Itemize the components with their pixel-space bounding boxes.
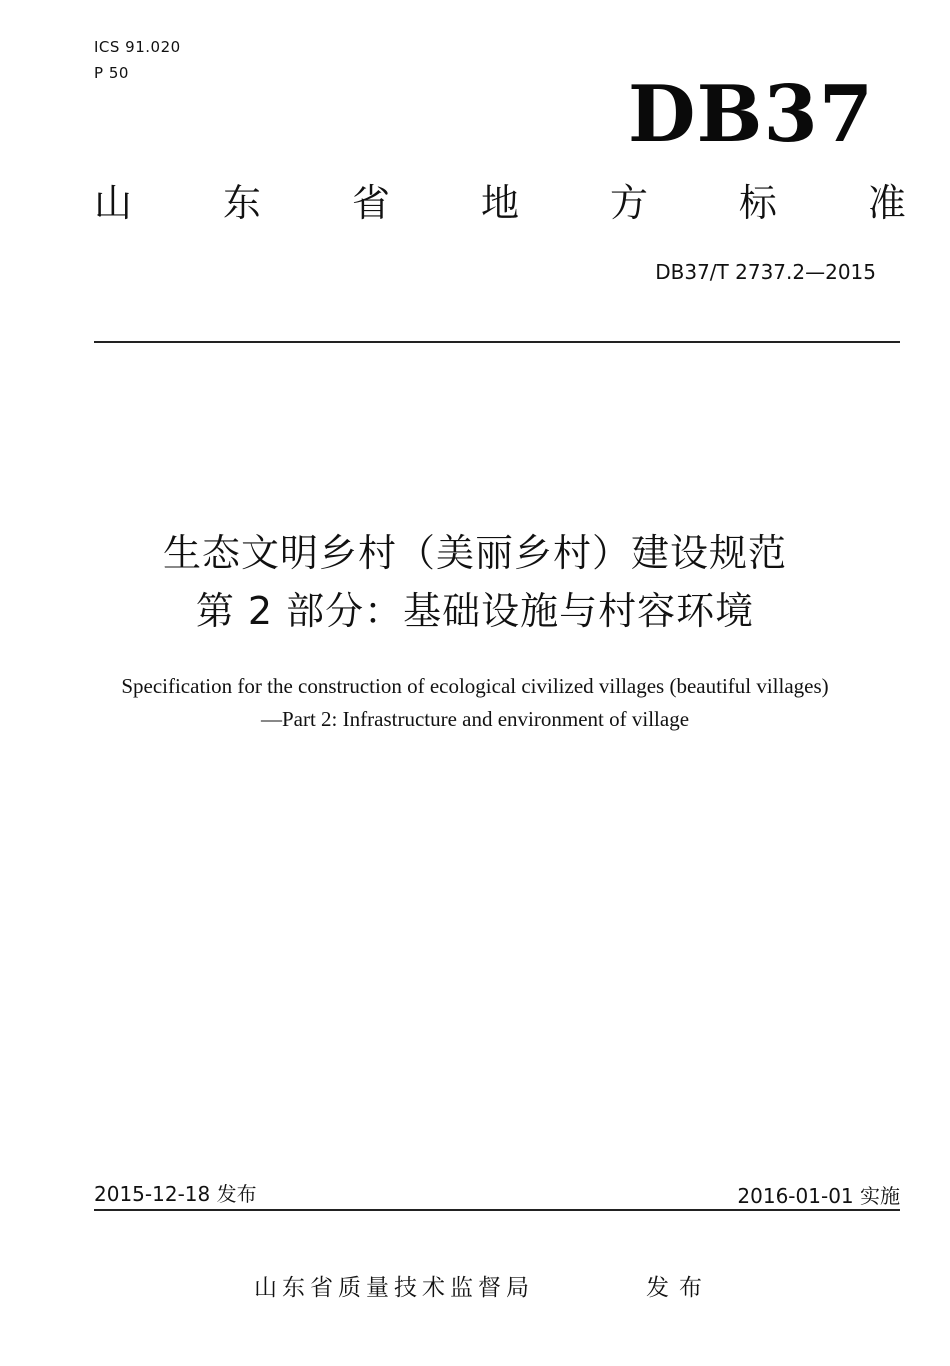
bottom-divider (94, 1209, 900, 1211)
title-english-line-2: —Part 2: Infrastructure and environment of village (260, 707, 690, 731)
title-chinese-line-1: 生态文明乡村（美丽乡村）建设规范 (162, 531, 787, 575)
standard-type-char: 东 (222, 181, 261, 225)
issue-date: 2015-12-18 发布 (94, 1182, 257, 1206)
standard-type-char: 山 (94, 181, 133, 225)
ccs-code: P 50 (94, 64, 129, 82)
standard-number: DB37/T 2737.2—2015 (655, 260, 876, 284)
top-divider (94, 341, 900, 343)
title-english-line-1: Specification for the construction of ecological civilized villages (beautiful villages) (121, 674, 829, 698)
standard-type-char: 标 (738, 181, 777, 225)
standard-type-heading (94, 178, 906, 228)
standard-type-char: 地 (480, 181, 519, 225)
standard-logo: DB37 (627, 69, 874, 160)
issue-word: 发布 (646, 1275, 712, 1301)
ics-code: ICS 91.020 (94, 38, 181, 56)
title-chinese-line-2: 第 2 部分：基础设施与村容环境 (195, 589, 755, 633)
standard-type-char: 省 (351, 181, 390, 225)
implementation-date: 2016-01-01 实施 (737, 1184, 900, 1208)
standard-type-char: 方 (609, 181, 648, 225)
issuing-authority: 山东省质量技术监督局 (254, 1275, 534, 1301)
standard-type-char: 准 (867, 181, 906, 225)
